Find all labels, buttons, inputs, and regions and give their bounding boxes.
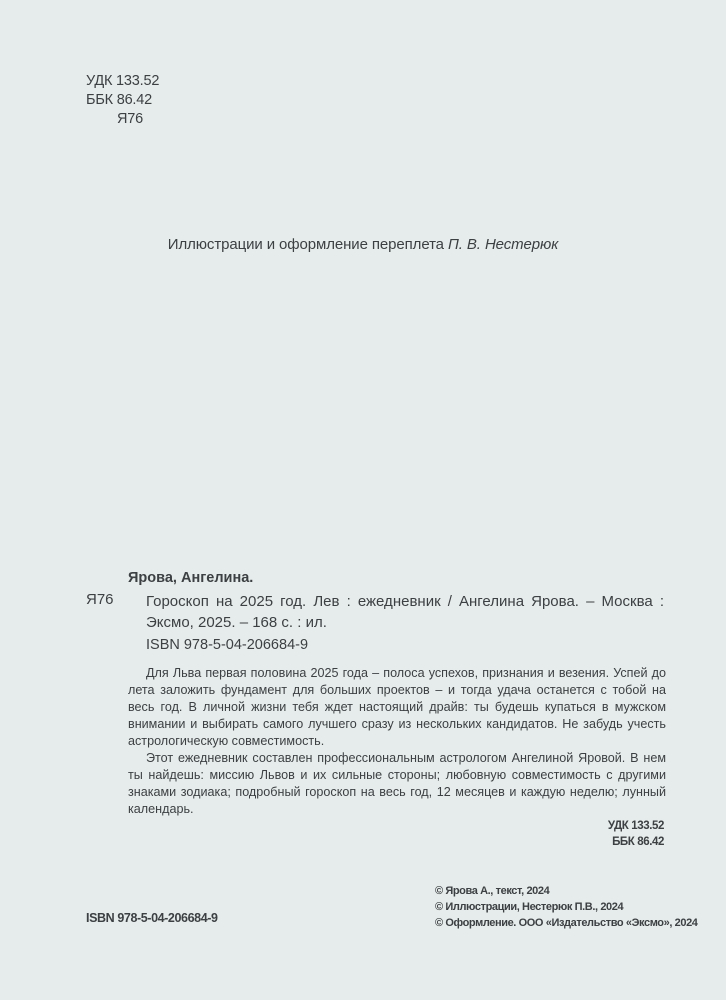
copyright-line: © Ярова А., текст, 2024	[435, 885, 550, 897]
illustrations-artist: П. В. Нестерюк	[448, 236, 559, 253]
catalog-author: Ярова, Ангелина.	[128, 570, 254, 586]
catalog-description: Гороскоп на 2025 год. Лев : ежедневник / Ангелина Ярова. – Москва : Эксмо, 2025. – 168 с. : ил.	[146, 593, 664, 631]
small-classification-codes	[608, 818, 664, 850]
illustrations-credit	[0, 236, 726, 253]
annotation-paragraph: Этот ежедневник составлен профессиональным астрологом Ангелиной Яровой. В нем ты найдешь: миссию Львов и их сильные стороны; любовную совместимость с другими знаками зодиака; подробный гороскоп на весь год, 12 месяцев и каждую неделю; лунный календарь.	[128, 751, 666, 816]
udk-code: УДК 133.52	[86, 73, 160, 89]
bottom-isbn: ISBN 978-5-04-206684-9	[86, 911, 218, 925]
copyright-block	[435, 883, 698, 931]
bbk-code: ББК 86.42	[86, 92, 152, 108]
catalog-isbn: ISBN 978-5-04-206684-9	[146, 637, 309, 653]
annotation	[128, 665, 666, 818]
illustrations-label: Иллюстрации и оформление переплета	[167, 236, 444, 253]
author-sign: Я76	[117, 111, 143, 127]
small-udk: УДК 133.52	[607, 820, 664, 832]
small-bbk: ББК 86.42	[612, 836, 664, 848]
classification-codes	[86, 72, 159, 129]
copyright-line: © Оформление. ООО «Издательство «Эксмо», 2024	[435, 917, 698, 929]
copyright-line: © Иллюстрации, Нестерюк П.В., 2024	[435, 901, 624, 913]
annotation-paragraph: Для Льва первая половина 2025 года – полоса успехов, признания и везения. Успей до лета заложить фундамент для больших проектов – и тогда удача останется с тобой на весь год. В личной жизни тебя ждет настоящий драйв: ты будешь купаться в мужском внимании и выбирать самого лучшего сразу из нескольких кандидатов. Не забудь учесть астрологическую совместимость.	[128, 666, 666, 748]
catalog-author-sign: Я76	[86, 591, 114, 608]
